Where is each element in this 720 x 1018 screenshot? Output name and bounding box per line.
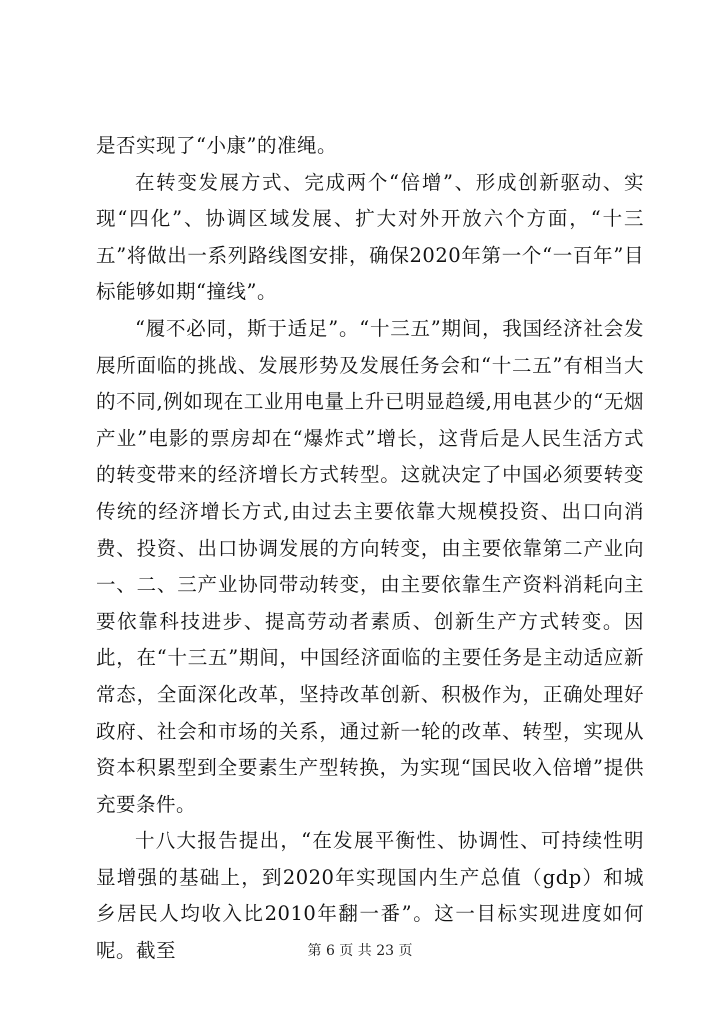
paragraph-2: 在转变发展方式、完成两个“倍增”、形成创新驱动、实现“四化”、协调区域发展、扩大对外开放六个方面，“十三五”将做出一系列路线图安排，确保2020年第一个“一百年”目标能够如期“撞线”。 bbox=[96, 170, 644, 304]
document-body bbox=[96, 128, 644, 970]
paragraph-3: “履不必同，斯于适足”。“十三五”期间，我国经济社会发展所面临的挑战、发展形势及发展任务会和“十二五”有相当大的不同,例如现在工业用电量上升已明显趋缓,用电甚少的“无烟产业”电影的票房却在“爆炸式”增长，这背后是人民生活方式的转变带来的经济增长方式转型。这就决定了中国必须要转变传统的经济增长方式,由过去主要依靠大规模投资、出口向消费、投资、出口协调发展的方向转变，由主要依靠第二产业向一、二、三产业协同带动转变，由主要依靠生产资料消耗向主要依靠科技进步、提高劳动者素质、创新生产方式转变。因此，在“十三五”期间，中国经济面临的主要任务是主动适应新常态，全面深化改革，坚持改革创新、积极作为，正确处理好政府、社会和市场的关系，通过新一轮的改革、转型，实现从资本积累型到全要素生产型转换，为实现“国民收入倍增”提供充要条件。 bbox=[96, 316, 644, 816]
page-footer bbox=[0, 940, 720, 960]
paragraph-1: 是否实现了“小康”的准绳。 bbox=[96, 134, 337, 157]
paragraph-4: 十八大报告提出，“在发展平衡性、协调性、可持续性明显增强的基础上，到2020年实现国内生产总值（gdp）和城乡居民人均收入比2010年翻一番”。这一目标实现进度如何呢。截至 bbox=[96, 829, 644, 963]
page-number-label: 第 6 页 共 23 页 bbox=[307, 943, 413, 959]
